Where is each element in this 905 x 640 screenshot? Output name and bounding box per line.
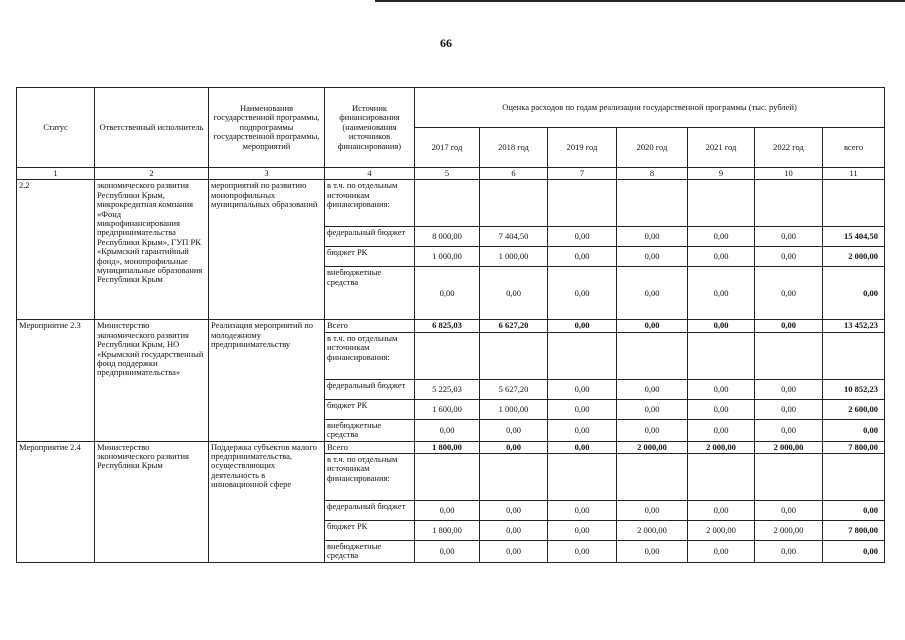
funding-source: внебюджетные средства [325,419,415,441]
amount-cell: 0,00 [480,441,548,453]
amount-cell: 1 600,00 [415,399,480,419]
amount-cell: 0,00 [415,541,480,563]
amount-cell: 0,00 [755,541,823,563]
funding-source: бюджет РК [325,399,415,419]
amount-cell: 0,00 [617,399,688,419]
row-executor: экономического развития Республики Крым, микрокредитная компания «Фонд микрофинансирования предпринимательства Республики Крым», ГУП РК «Крымский гарантийный фонд», монопрофильные муниципальные образования Республики Крым [95,180,209,320]
amount-cell: 0,00 [688,501,755,521]
funding-source: Всего [325,320,415,332]
amount-cell: 0,00 [548,227,617,247]
header-year: 2017 год [415,128,480,168]
header-status: Статус [17,88,95,168]
amount-total: 2 600,00 [823,399,885,419]
amount-cell: 0,00 [617,227,688,247]
amount-cell: 0,00 [548,541,617,563]
header-source: Источник финансирования (наименования источников финансирования) [325,88,415,168]
amount-cell: 2 000,00 [755,521,823,541]
amount-cell [688,332,755,379]
amount-total: 15 404,50 [823,227,885,247]
amount-cell: 0,00 [415,501,480,521]
header-executor: Ответственный исполнитель [95,88,209,168]
amount-total: 7 800,00 [823,441,885,453]
amount-cell: 2 000,00 [755,441,823,453]
header-year: 2021 год [688,128,755,168]
amount-cell: 0,00 [688,227,755,247]
amount-cell: 0,00 [617,419,688,441]
amount-cell [617,332,688,379]
amount-cell [755,454,823,501]
amount-cell: 1 000,00 [480,247,548,267]
amount-total: 0,00 [823,267,885,320]
amount-cell: 0,00 [617,247,688,267]
funding-source: внебюджетные средства [325,267,415,320]
funding-source: федеральный бюджет [325,501,415,521]
amount-cell [480,180,548,227]
amount-cell: 0,00 [688,320,755,332]
column-number: 2 [95,168,209,180]
amount-cell [548,180,617,227]
funding-source: в т.ч. по отдельным источникам финансирования: [325,180,415,227]
amount-total [823,332,885,379]
amount-cell: 0,00 [617,501,688,521]
top-rule [375,0,905,2]
amount-total: 10 852,23 [823,379,885,399]
amount-cell [415,180,480,227]
header-year: 2019 год [548,128,617,168]
amount-cell: 6 825,03 [415,320,480,332]
column-number: 5 [415,168,480,180]
amount-total: 13 452,23 [823,320,885,332]
amount-cell [688,454,755,501]
amount-cell: 2 000,00 [617,521,688,541]
column-number: 11 [823,168,885,180]
amount-total [823,454,885,501]
funding-source: внебюджетные средства [325,541,415,563]
header-estimate: Оценка расходов по годам реализации государственной программы (тыс. рублей) [415,88,885,128]
amount-cell: 0,00 [548,441,617,453]
amount-cell: 0,00 [688,267,755,320]
amount-cell [548,454,617,501]
amount-cell: 0,00 [755,267,823,320]
funding-source: федеральный бюджет [325,227,415,247]
amount-cell: 0,00 [415,419,480,441]
amount-cell: 0,00 [688,419,755,441]
amount-cell: 0,00 [548,247,617,267]
amount-cell [617,454,688,501]
table-row [17,180,885,227]
row-status: 2.2 [17,180,95,320]
column-number: 10 [755,168,823,180]
amount-cell: 0,00 [755,501,823,521]
amount-cell: 1 800,00 [415,521,480,541]
budget-table [16,87,885,563]
amount-cell: 0,00 [480,541,548,563]
amount-cell: 0,00 [755,399,823,419]
row-executor: Министерство экономического развития Республики Крым, НО «Крымский государственный фонд поддержки предпринимательства» [95,320,209,441]
amount-cell: 2 000,00 [688,521,755,541]
amount-cell: 0,00 [755,247,823,267]
amount-cell [415,454,480,501]
amount-cell: 8 000,00 [415,227,480,247]
amount-cell: 0,00 [755,227,823,247]
row-measure-name: Поддержка субъектов малого предпринимательства, осуществляющих деятельность в инновационной сфере [209,441,325,562]
amount-cell: 0,00 [617,267,688,320]
amount-total [823,180,885,227]
amount-cell: 0,00 [755,320,823,332]
amount-total: 0,00 [823,541,885,563]
amount-cell: 0,00 [480,267,548,320]
amount-cell: 1 800,00 [415,441,480,453]
amount-cell: 0,00 [688,247,755,267]
funding-source: федеральный бюджет [325,379,415,399]
amount-cell: 0,00 [548,501,617,521]
amount-cell: 5 627,20 [480,379,548,399]
amount-cell: 0,00 [480,501,548,521]
row-status: Мероприятие 2.3 [17,320,95,441]
amount-cell: 5 225,03 [415,379,480,399]
amount-cell: 0,00 [548,379,617,399]
header-total: всего [823,128,885,168]
amount-total: 2 000,00 [823,247,885,267]
column-number: 8 [617,168,688,180]
amount-cell: 6 627,20 [480,320,548,332]
column-number: 3 [209,168,325,180]
amount-cell: 0,00 [617,379,688,399]
amount-total: 0,00 [823,501,885,521]
amount-cell: 0,00 [548,419,617,441]
amount-cell [755,332,823,379]
amount-cell: 0,00 [480,521,548,541]
page-number: 66 [440,36,452,50]
column-number: 9 [688,168,755,180]
funding-source: бюджет РК [325,521,415,541]
funding-source: в т.ч. по отдельным источникам финансирования: [325,332,415,379]
funding-source: бюджет РК [325,247,415,267]
amount-cell [755,180,823,227]
header-year: 2020 год [617,128,688,168]
column-number: 7 [548,168,617,180]
amount-cell: 0,00 [617,541,688,563]
amount-cell: 0,00 [480,419,548,441]
amount-cell: 0,00 [548,320,617,332]
amount-cell: 0,00 [688,379,755,399]
amount-total: 7 800,00 [823,521,885,541]
amount-total: 0,00 [823,419,885,441]
amount-cell: 0,00 [548,521,617,541]
column-number: 1 [17,168,95,180]
amount-cell: 7 404,50 [480,227,548,247]
row-measure-name: Реализация мероприятий по молодежному предпринимательству [209,320,325,441]
amount-cell: 0,00 [548,267,617,320]
amount-cell: 0,00 [688,399,755,419]
amount-cell: 1 000,00 [415,247,480,267]
amount-cell [480,332,548,379]
amount-cell: 0,00 [415,267,480,320]
header-program-name: Наименования государственной программы, подпрограммы государственной программы, мероприятий [209,88,325,168]
header-year: 2018 год [480,128,548,168]
table-row [17,441,885,453]
amount-cell [480,454,548,501]
row-status: Мероприятие 2.4 [17,441,95,562]
amount-cell: 0,00 [755,379,823,399]
amount-cell [617,180,688,227]
row-measure-name: мероприятий по развитию монопрофильных муниципальных образований [209,180,325,320]
amount-cell: 0,00 [548,399,617,419]
amount-cell [415,332,480,379]
amount-cell: 2 000,00 [617,441,688,453]
amount-cell [548,332,617,379]
header-year: 2022 год [755,128,823,168]
table-row [17,320,885,332]
amount-cell: 1 000,00 [480,399,548,419]
column-number: 4 [325,168,415,180]
amount-cell: 2 000,00 [688,441,755,453]
amount-cell [688,180,755,227]
column-number: 6 [480,168,548,180]
funding-source: в т.ч. по отдельным источникам финансирования: [325,454,415,501]
row-executor: Министерство экономического развития Республики Крым [95,441,209,562]
amount-cell: 0,00 [755,419,823,441]
amount-cell: 0,00 [617,320,688,332]
funding-source: Всего [325,441,415,453]
amount-cell: 0,00 [688,541,755,563]
